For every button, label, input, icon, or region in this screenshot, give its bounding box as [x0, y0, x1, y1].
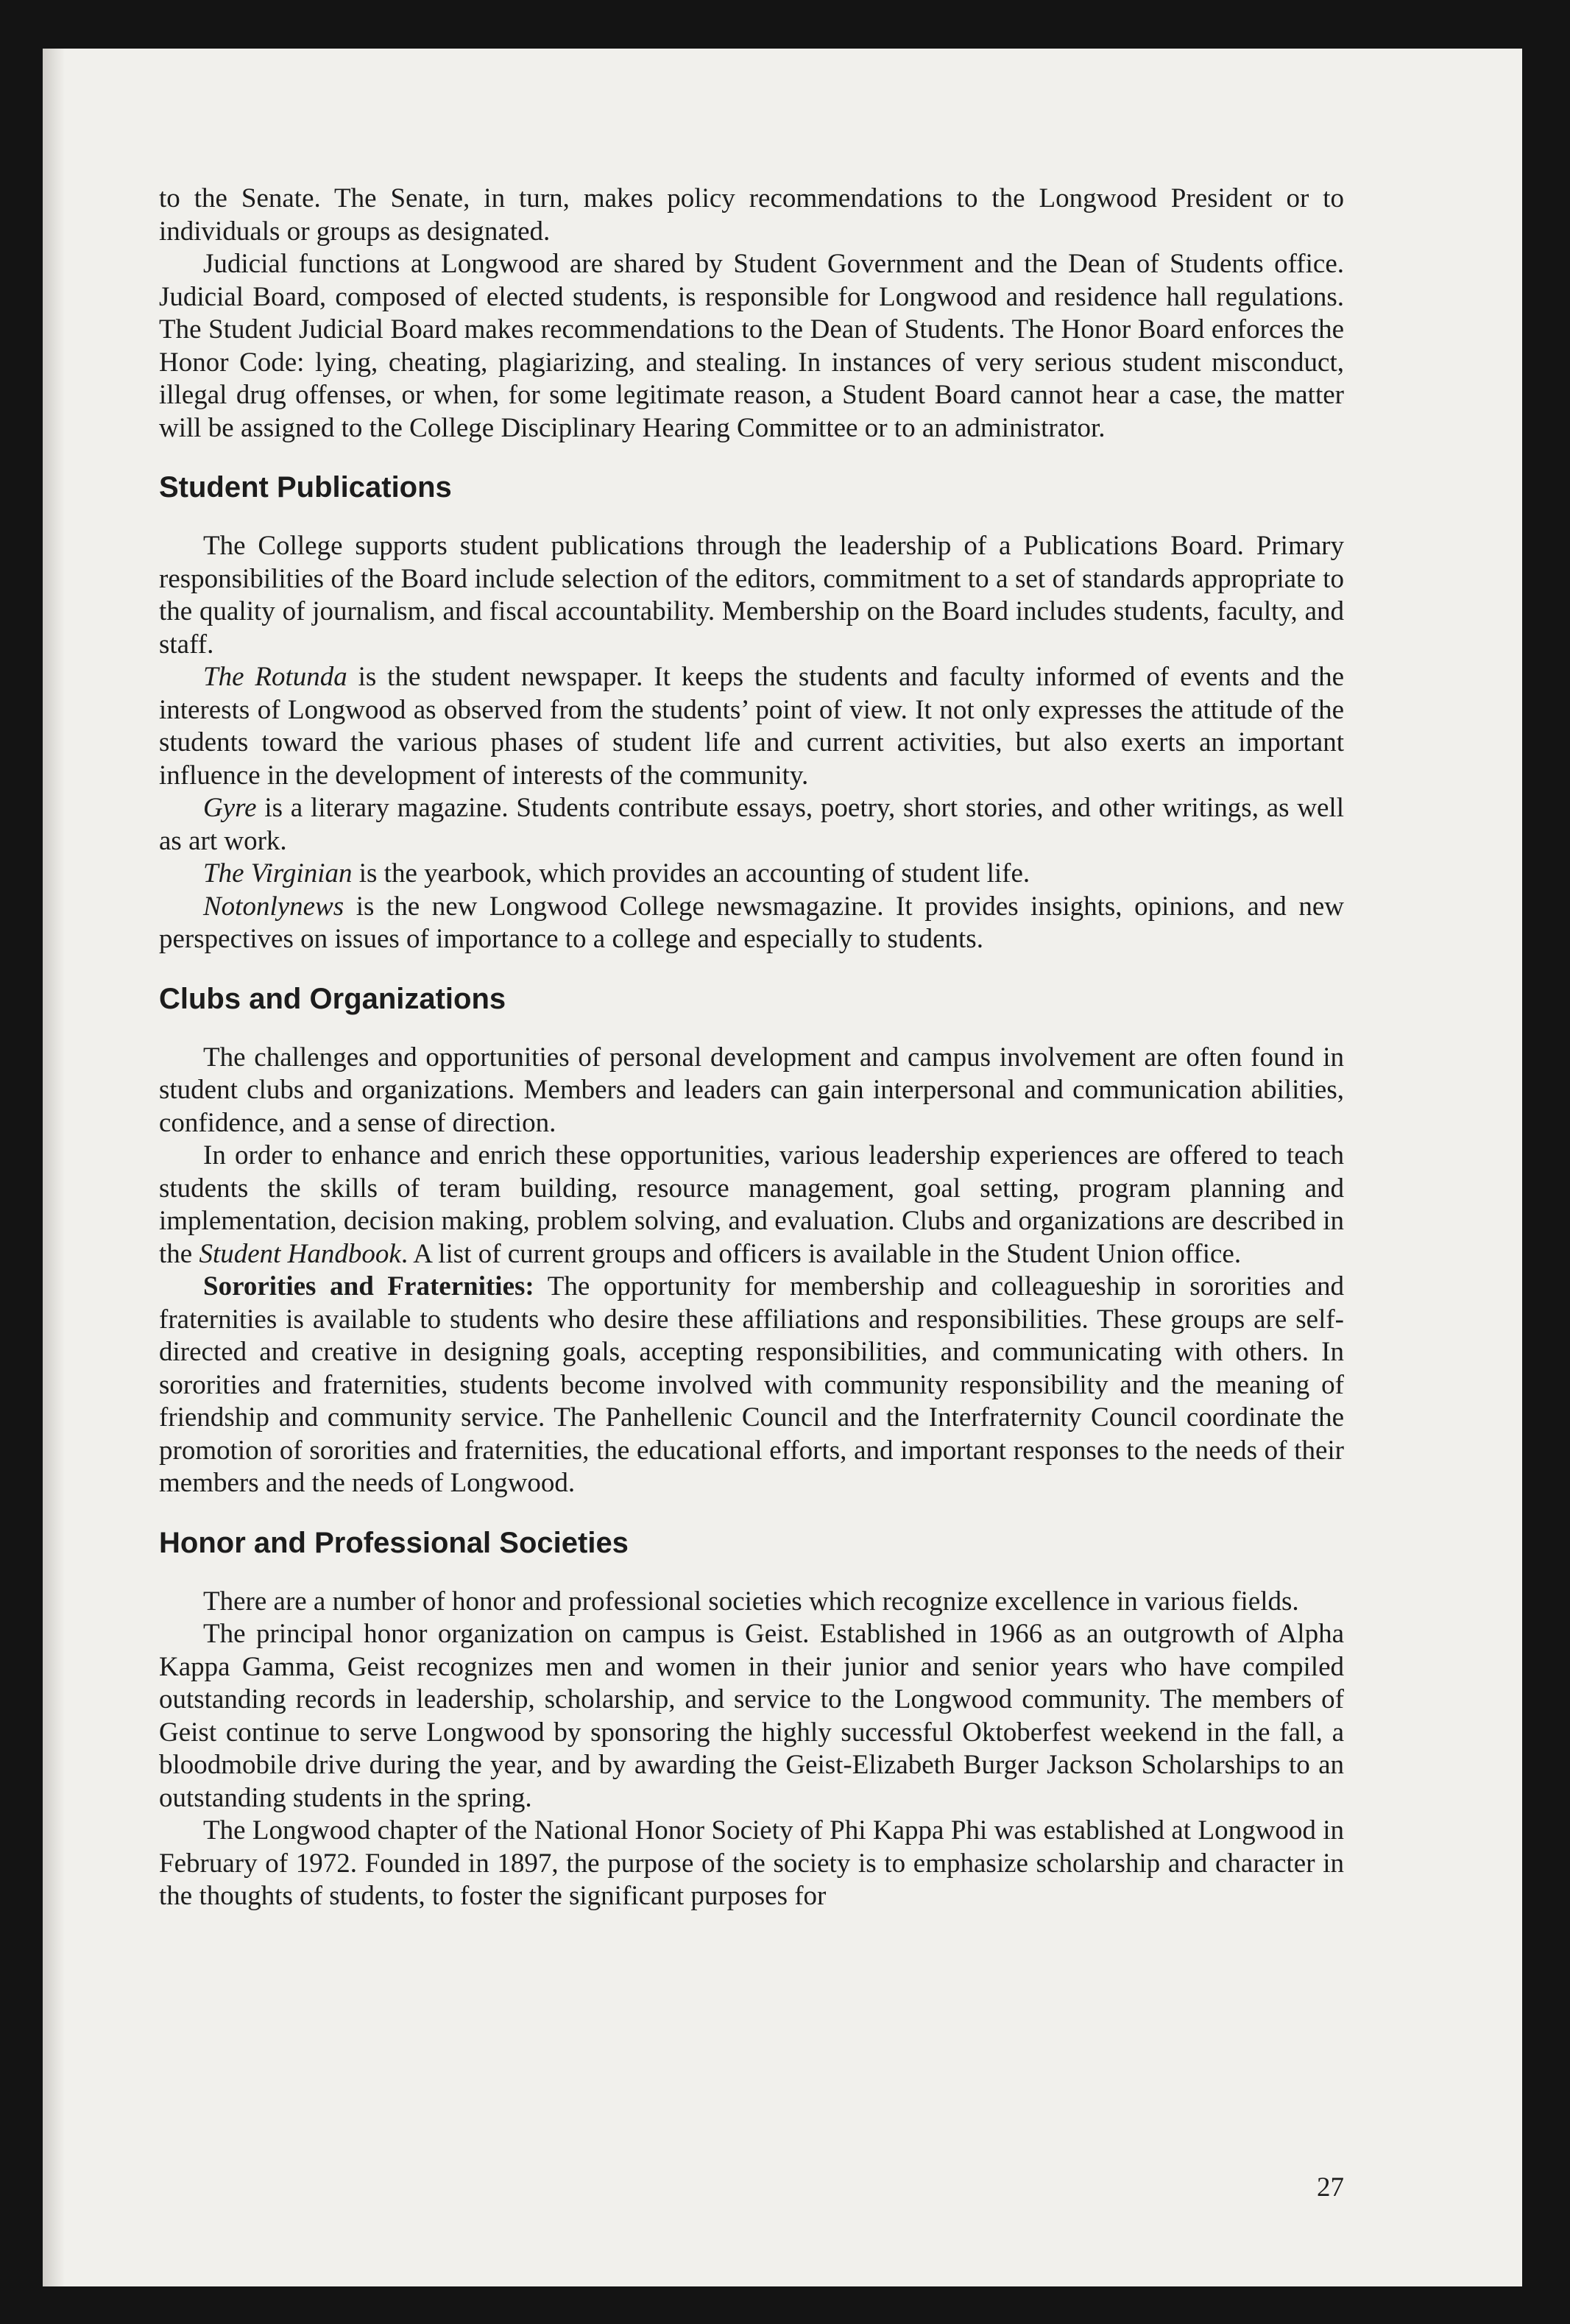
clubs-paragraph-1: The challenges and opportunities of personal development and campus involvement are often found in student clubs and organizations. Members and leaders can gain interpersonal and communication abilities, confidence, and a sense of direction. — [159, 1042, 1344, 1138]
gyre-text: is a literary magazine. Students contribute essays, poetry, short stories, and other writings, as well as art work. — [159, 793, 1344, 856]
student-handbook-title: Student Handbook — [199, 1238, 401, 1269]
rotunda-text: is the student newspaper. It keeps the students and faculty informed of events and the interests of Longwood as observed from the students’ point of view. It not only expresses the attitude of the students toward the various phases of student life and current activities, but also exerts an important influence in the development of interests of the community. — [159, 662, 1344, 791]
rotunda-title: The Rotunda — [203, 662, 347, 692]
page-content — [159, 183, 1344, 1913]
clubs-p2-after: . A list of current groups and officers is available in the Student Union office. — [400, 1238, 1242, 1269]
heading-clubs-organizations: Clubs and Organizations — [159, 982, 506, 1015]
intro-paragraph-2: Judicial functions at Longwood are shared by Student Government and the Dean of Students office. Judicial Board, composed of elected students, is responsible for Longwood and residence hall regulations. The Student Judicial Board makes recommendations to the Dean of Students. The Honor Board enforces the Honor Code: lying, cheating, plagiarizing, and stealing. In instances of very serious student misconduct, illegal drug offenses, or when, for some legitimate reason, a Student Board cannot hear a case, the matter will be assigned to the College Disciplinary Hearing Committee or to an administrator. — [159, 249, 1344, 443]
page-number: 27 — [1317, 2172, 1344, 2203]
intro-paragraph-1: to the Senate. The Senate, in turn, makes policy recommendations to the Longwood President or to individuals or groups as designated. — [159, 183, 1344, 247]
sororities-paragraph — [159, 1271, 1344, 1500]
virginian-title: The Virginian — [203, 858, 353, 889]
notonlynews-title: Notonlynews — [203, 891, 344, 922]
publications-paragraph-1: The College supports student publications through the leadership of a Publications Board. Primary responsibilities of the Board include selection of the editors, commitment to a set of standards appropriate to the quality of journalism, and fiscal accountability. Membership on the Board includes students, faculty, and staff. — [159, 531, 1344, 660]
heading-honor-societies: Honor and Professional Societies — [159, 1526, 629, 1559]
honor-paragraph-3: The Longwood chapter of the National Honor Society of Phi Kappa Phi was established at Longwood in February of 1972. Founded in 1897, the purpose of the society is to emphasize scholarship and character in the thoughts of students, to foster the significant purposes for — [159, 1815, 1344, 1911]
virginian-text: is the yearbook, which provides an accounting of student life. — [352, 858, 1030, 889]
gyre-title: Gyre — [203, 793, 257, 823]
clubs-paragraph-2 — [159, 1140, 1344, 1271]
publications-virginian-paragraph — [159, 858, 1344, 891]
publications-gyre-paragraph — [159, 792, 1344, 858]
sororities-text: The opportunity for membership and colleagueship in sororities and fraternities is available to students who desire these affiliations and responsibilities. These groups are self-directed and creative in designing goals, accepting responsibilities, and communicating with others. In sororities and fraternities, students become involved with community responsibility and the meaning of friendship and community service. The Panhellenic Council and the Interfraternity Council coordinate the promotion of sororities and fraternities, the educational efforts, and important responses to the needs of their members and the needs of Longwood. — [159, 1271, 1344, 1498]
page-binding-shadow — [43, 49, 65, 2286]
sororities-label: Sororities and Fraternities: — [203, 1271, 534, 1301]
notonlynews-text: is the new Longwood College newsmagazine. It provides insights, opinions, and new perspectives on issues of importance to a college and especially to students. — [159, 891, 1344, 954]
publications-rotunda-paragraph — [159, 661, 1344, 792]
honor-paragraph-1: There are a number of honor and professional societies which recognize excellence in various fields. — [203, 1586, 1299, 1617]
heading-student-publications: Student Publications — [159, 471, 452, 504]
honor-paragraph-2: The principal honor organization on campus is Geist. Established in 1966 as an outgrowth of Alpha Kappa Gamma, Geist recognizes men and women in their junior and senior years who have compiled outstanding records in leadership, scholarship, and service to the Longwood community. The members of Geist continue to serve Longwood by sponsoring the highly successful Oktoberfest weekend in the fall, a bloodmobile drive during the year, and by awarding the Geist-Elizabeth Burger Jackson Scholarships to an outstanding students in the spring. — [159, 1619, 1344, 1813]
publications-notonlynews-paragraph — [159, 891, 1344, 956]
clubs-p2-before: In order to enhance and enrich these opportunities, various leadership experiences are offered to teach students the skills of teram building, resource management, goal setting, program planning and implementation, decision making, problem solving, and evaluation. Clubs and organizations are described in the — [159, 1140, 1344, 1269]
